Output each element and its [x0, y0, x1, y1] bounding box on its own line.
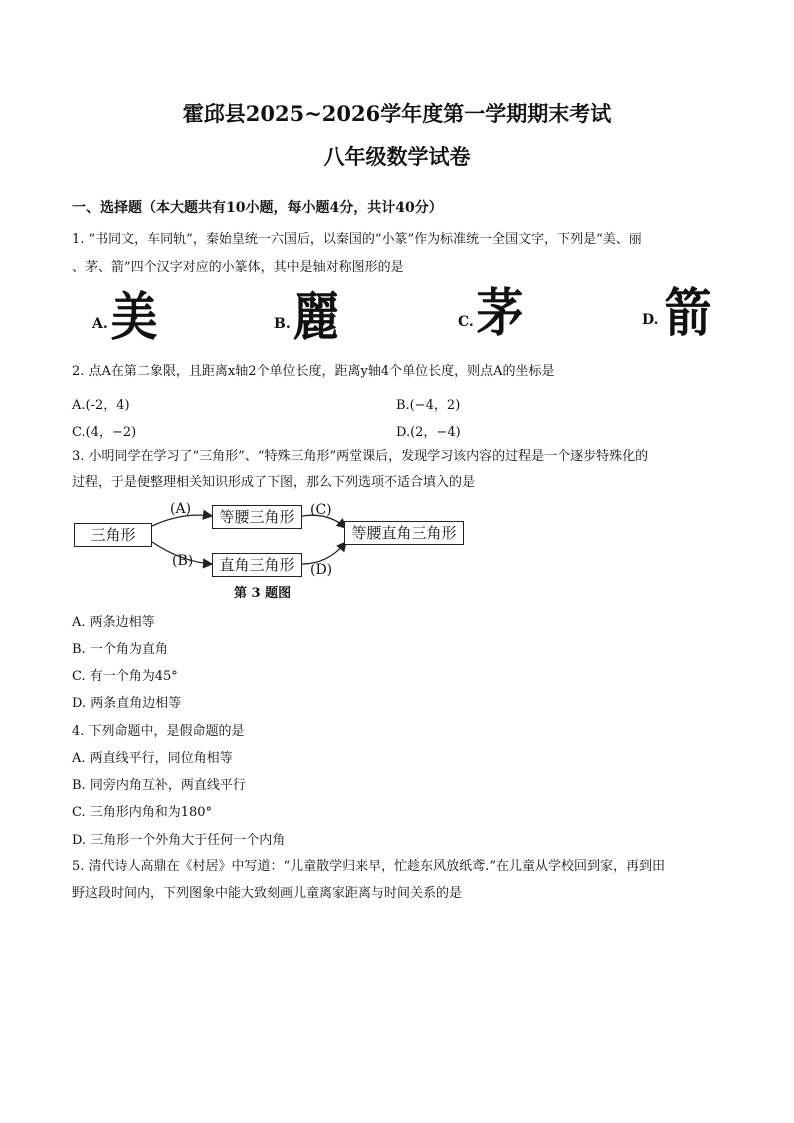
- q5-stem-line1: 5. 清代诗人高鼎在《村居》中写道：“儿童散学归来早，忙趁东风放纸鸢.”在儿童从学校回到家，再到田: [72, 859, 665, 874]
- q3-label-c: (C): [310, 502, 332, 518]
- q3-box-isosceles: 等腰三角形: [212, 505, 302, 529]
- q5-stem-line2: 野这段时间内，下列图象中能大致刻画儿童离家距离与时间关系的是: [72, 886, 463, 901]
- q1-option-c-glyph: 茅: [476, 283, 524, 344]
- q1-option-a-letter: A.: [92, 316, 108, 332]
- q4-option-d: D. 三角形一个外角大于任何一个内角: [72, 833, 286, 848]
- q3-option-c: C. 有一个角为45°: [72, 669, 178, 684]
- q4-option-b: B. 同旁内角互补，两直线平行: [72, 778, 246, 793]
- q3-option-a: A. 两条边相等: [72, 615, 155, 630]
- q2-option-a: A.(-2，4): [72, 398, 130, 413]
- q3-label-b: (B): [172, 553, 194, 569]
- q2-option-b: B.(−4，2): [396, 398, 461, 413]
- q3-stem-line2: 过程，于是便整理相关知识形成了下图，那么下列选项不适合填入的是: [72, 475, 476, 490]
- q1-stem-line2: 、茅、箭”四个汉字对应的小篆体，其中是轴对称图形的是: [72, 260, 404, 275]
- q1-option-a-glyph: 美: [110, 287, 158, 348]
- q2-stem: 2. 点A在第二象限，且距离x轴2个单位长度，距离y轴4个单位长度，则点A的坐标是: [72, 364, 555, 379]
- q2-option-d: D.(2，−4): [396, 425, 461, 440]
- q3-box-triangle: 三角形: [74, 523, 152, 547]
- q3-figure-caption: 第 3 题图: [234, 586, 292, 601]
- q3-box-isosceles-right: 等腰直角三角形: [344, 521, 464, 545]
- q3-box-right: 直角三角形: [212, 553, 302, 577]
- q1-option-d-glyph: 箭: [664, 283, 712, 344]
- q4-option-c: C. 三角形内角和为180°: [72, 805, 213, 820]
- q3-label-a: (A): [170, 501, 192, 517]
- q1-option-c-letter: C.: [458, 314, 474, 330]
- exam-title: 霍邱县2025~2026学年度第一学期期末考试: [182, 101, 612, 126]
- q3-label-d: (D): [310, 562, 333, 578]
- section-heading: 一、选择题（本大题共有10小题，每小题4分，共计40分）: [72, 200, 443, 216]
- q2-option-c: C.(4，−2): [72, 425, 137, 440]
- q1-option-b-glyph: 麗: [292, 287, 340, 348]
- q3-option-d: D. 两条直角边相等: [72, 696, 182, 711]
- q1-option-d-letter: D.: [642, 312, 659, 328]
- q3-option-b: B. 一个角为直角: [72, 642, 168, 657]
- q3-stem-line1: 3. 小明同学在学习了“三角形”、“特殊三角形”两堂课后，发现学习该内容的过程是一个逐步特殊化的: [72, 449, 649, 464]
- exam-subtitle: 八年级数学试卷: [323, 144, 471, 169]
- q4-stem: 4. 下列命题中，是假命题的是: [72, 724, 245, 739]
- q1-option-b-letter: B.: [274, 316, 291, 332]
- q1-stem-line1: 1. “书同文，车同轨”，秦始皇统一六国后，以秦国的“小篆”作为标准统一全国文字，下列是“美、丽: [72, 232, 642, 247]
- q4-option-a: A. 两直线平行，同位角相等: [72, 751, 233, 766]
